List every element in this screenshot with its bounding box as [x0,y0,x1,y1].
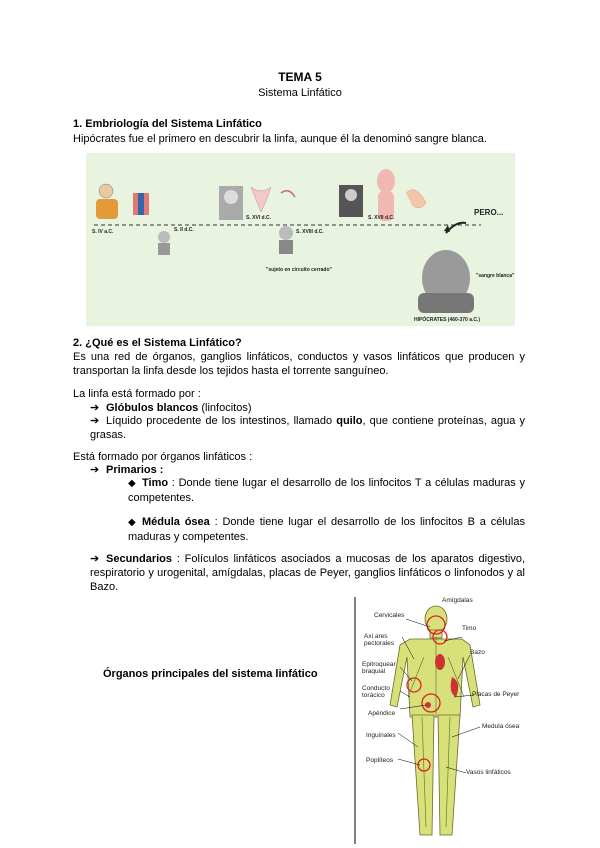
timeline-label-s2: S. II d.C. [174,227,194,233]
timeline-label-s17: S. XVII d.C. [368,215,395,221]
timeline-label-s16: S. XVI d.C. [246,215,272,221]
diamond-bullet-icon: ◆ [128,517,136,528]
label-peyer: Placas de Peyer [472,691,520,698]
arrow-icon: ➔ [90,415,100,427]
primary-label: ➔ Primarios : [90,464,164,476]
primary-item-timo: ◆ Timo : Donde tiene lugar el desarrollo de los linfocitos T a células maduras y competentes. [128,477,525,504]
figure-caption: Órganos principales del sistema linfático [103,668,318,680]
arrow-icon: ➔ [90,553,100,565]
primary-item-medula: ◆ Médula ósea : Donde tiene lugar el desarrollo de los linfocitos B a células maduras y competentes. [128,516,525,543]
lymph-item-2: ➔ Líquido procedente de los intestinos, llamado quilo, que contiene proteínas, agua y grasas. [90,415,525,441]
label-medula: Medula ósea [482,723,520,730]
label-timo: Timo [462,625,477,632]
secondary-item: ➔ Secundarios : Folículos linfáticos asociados a mucosas de los aparatos digestivo, respiratorio y urogenital, amígdalas, placas de Peyer, ganglios linfáticos o linfonodos y al Bazo. [90,553,525,593]
section2-heading: 2. ¿Qué es el Sistema Linfático? [73,337,242,349]
timeline-label-s4: S. IV a.C. [92,229,114,235]
timeline-hippocrates-caption: HIPÓCRATES (460-370 a.C.) [414,317,481,323]
organs-intro: Está formado por órganos linfáticos : [73,451,253,463]
section2-text: Es una red de órganos, ganglios linfáticos, conductos y vasos linfáticos que producen y transportan la linfa desde los tejidos hasta el torrente sanguíneo. [73,351,525,377]
lymph-intro: La linfa está formado por : [73,388,201,400]
label-axilares: Axi ares pectorales [364,633,394,647]
section1-text: Hipócrates fue el primero en descubrir la linfa, aunque él la denominó sangre blanca. [73,133,487,145]
label-vasos: Vasos linfáticos [466,769,511,776]
arrow-icon: ➔ [90,464,100,476]
arrow-icon: ➔ [90,402,100,414]
timeline-quote-blood: "sangre blanca" [476,273,515,279]
label-epitroclear: Epitroquear braquial [362,661,396,675]
label-cervicales: Cervicales [374,612,405,619]
page-title: TEMA 5 [278,70,322,84]
timeline-label-s18: S. XVIII d.C. [296,229,324,235]
lymphatic-system-figure [354,597,524,844]
timeline-drawing [86,153,515,326]
page-subtitle: Sistema Linfático [258,87,342,99]
diamond-bullet-icon: ◆ [128,478,136,489]
label-inguinales: Inguinales [366,732,396,739]
timeline-label-pero: PERO... [474,208,504,217]
section1-heading: 1. Embriología del Sistema Linfático [73,118,262,130]
lymph-item-1: ➔ Glóbulos blancos (linfocitos) [90,402,252,414]
label-conducto: Conducto torácico [362,685,390,699]
label-bazo: Bazo [470,649,485,656]
label-apendice: Apéndice [368,710,396,717]
label-amigdalas: Amígdalas [442,597,473,604]
timeline-quote-circuit: "sujeto en circuito cerrado" [266,267,332,273]
history-timeline-image [86,153,515,326]
label-popliteos: Poplíteos [366,757,394,764]
